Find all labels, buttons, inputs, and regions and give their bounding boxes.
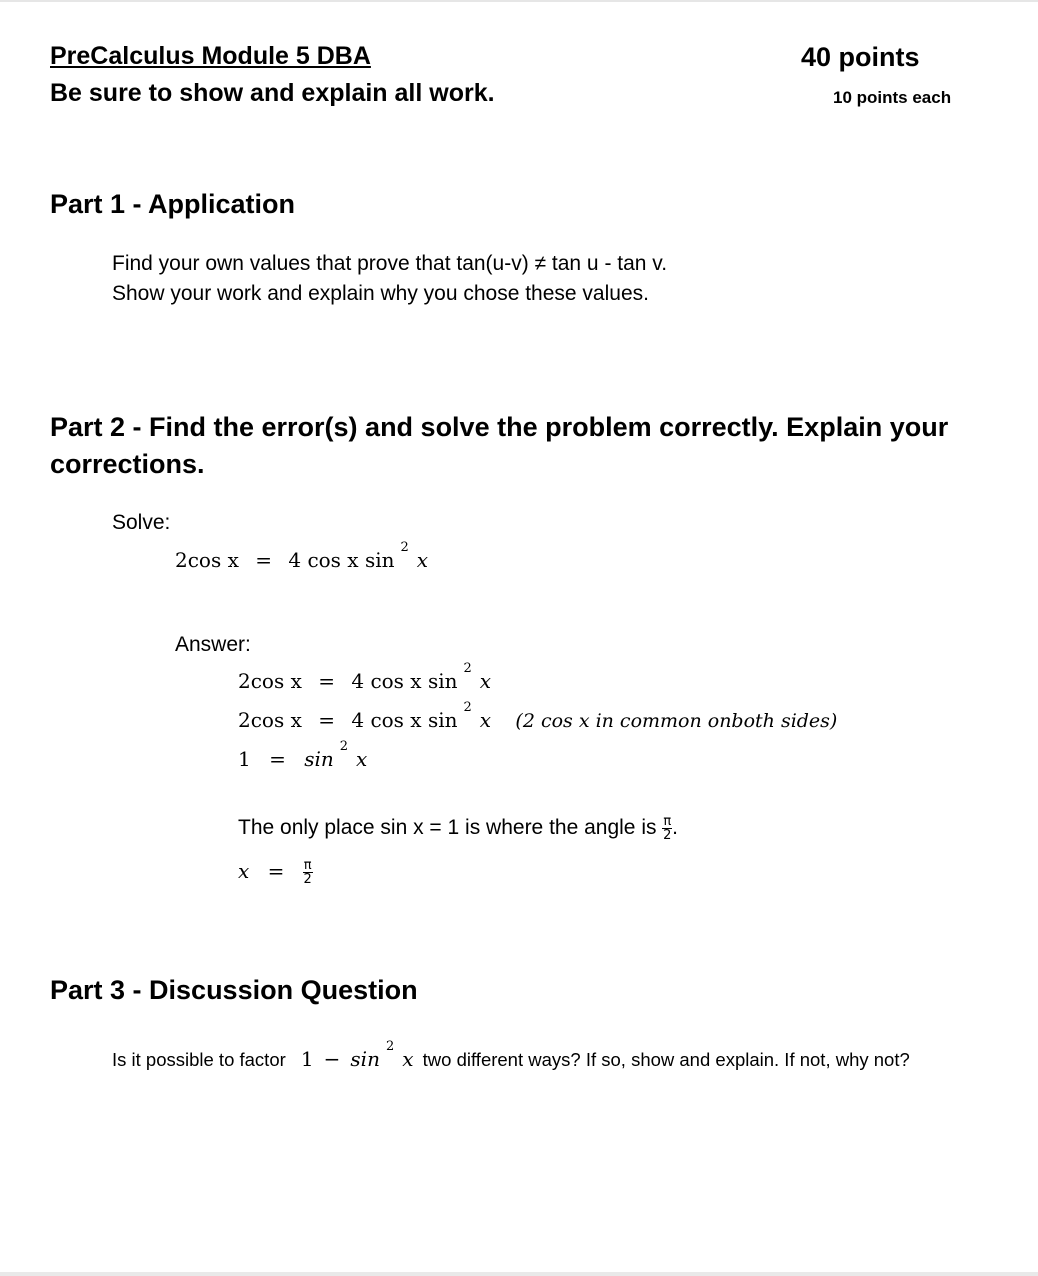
document-title: PreCalculus Module 5 DBA — [50, 42, 371, 70]
step2-eq: = — [318, 708, 335, 732]
bottom-border — [0, 1272, 1038, 1276]
expr-one: 1 — [300, 1047, 314, 1071]
question-pre: Is it possible to factor — [112, 1049, 286, 1070]
step3-exponent: 2 — [339, 739, 349, 754]
document-subtitle: Be sure to show and explain all work. — [50, 79, 495, 107]
top-border — [0, 0, 1038, 2]
step2-exponent: 2 — [463, 700, 472, 715]
problem-lhs: 2cos x — [175, 548, 239, 572]
problem-equation — [175, 540, 429, 572]
explanation-text: The only place sin x = 1 is where the angle is — [238, 816, 657, 840]
expr-exponent: 2 — [385, 1039, 395, 1054]
expr-minus: − — [323, 1047, 341, 1071]
part2-heading: Part 2 - Find the error(s) and solve the problem correctly. Explain your corrections. — [50, 412, 949, 479]
step1-lhs: 2cos x — [238, 669, 302, 693]
problem-var: x — [416, 548, 429, 572]
solve-label: Solve: — [112, 511, 171, 534]
final-lhs: x — [238, 859, 250, 883]
explanation-frac-num: π — [663, 814, 672, 829]
step3-lhs: 1 — [238, 747, 251, 771]
step1-var: x — [479, 669, 492, 693]
expr-sin: sin — [350, 1047, 380, 1071]
problem-rhs: 4 cos x sin — [288, 548, 395, 572]
step3-eq: = — [269, 747, 286, 771]
part1-line1: Find your own values that prove that tan(u-v) ≠ tan u - tan v. — [112, 252, 668, 275]
explanation-fraction — [662, 815, 672, 842]
step2-note: (2 cos x in common onboth sides) — [515, 710, 838, 732]
part1-line2: Show your work and explain why you chose these values. — [112, 282, 649, 305]
answer-step-1 — [238, 661, 492, 693]
answer-explanation — [238, 815, 678, 842]
question-expression — [300, 1039, 414, 1071]
part3-heading: Part 3 - Discussion Question — [50, 975, 418, 1005]
step2-var: x — [479, 708, 492, 732]
step1-rhs: 4 cos x sin — [351, 669, 458, 693]
step2-lhs: 2cos x — [238, 708, 302, 732]
problem-eq: = — [255, 548, 272, 572]
part1-heading: Part 1 - Application — [50, 189, 296, 219]
final-eq: = — [267, 859, 285, 883]
answer-final — [238, 859, 313, 886]
step3-var: x — [356, 747, 368, 771]
question-post: two different ways? If so, show and explain. If not, why not? — [422, 1049, 910, 1070]
part3-question — [112, 1039, 910, 1071]
step2-rhs: 4 cos x sin — [351, 708, 458, 732]
answer-step-2 — [238, 700, 838, 732]
answer-step-3 — [238, 739, 368, 771]
step1-exponent: 2 — [463, 661, 472, 676]
explanation-end: . — [672, 816, 678, 840]
final-fraction — [303, 859, 313, 886]
expr-var: x — [402, 1047, 414, 1071]
step3-rhs: sin — [304, 747, 334, 771]
final-frac-num: π — [303, 858, 312, 873]
total-points: 40 points — [801, 42, 920, 72]
step1-eq: = — [318, 669, 335, 693]
final-frac-den: 2 — [303, 872, 312, 887]
explanation-frac-den: 2 — [663, 828, 672, 843]
points-each: 10 points each — [833, 88, 952, 107]
problem-exponent: 2 — [400, 540, 409, 555]
answer-label: Answer: — [175, 633, 251, 656]
